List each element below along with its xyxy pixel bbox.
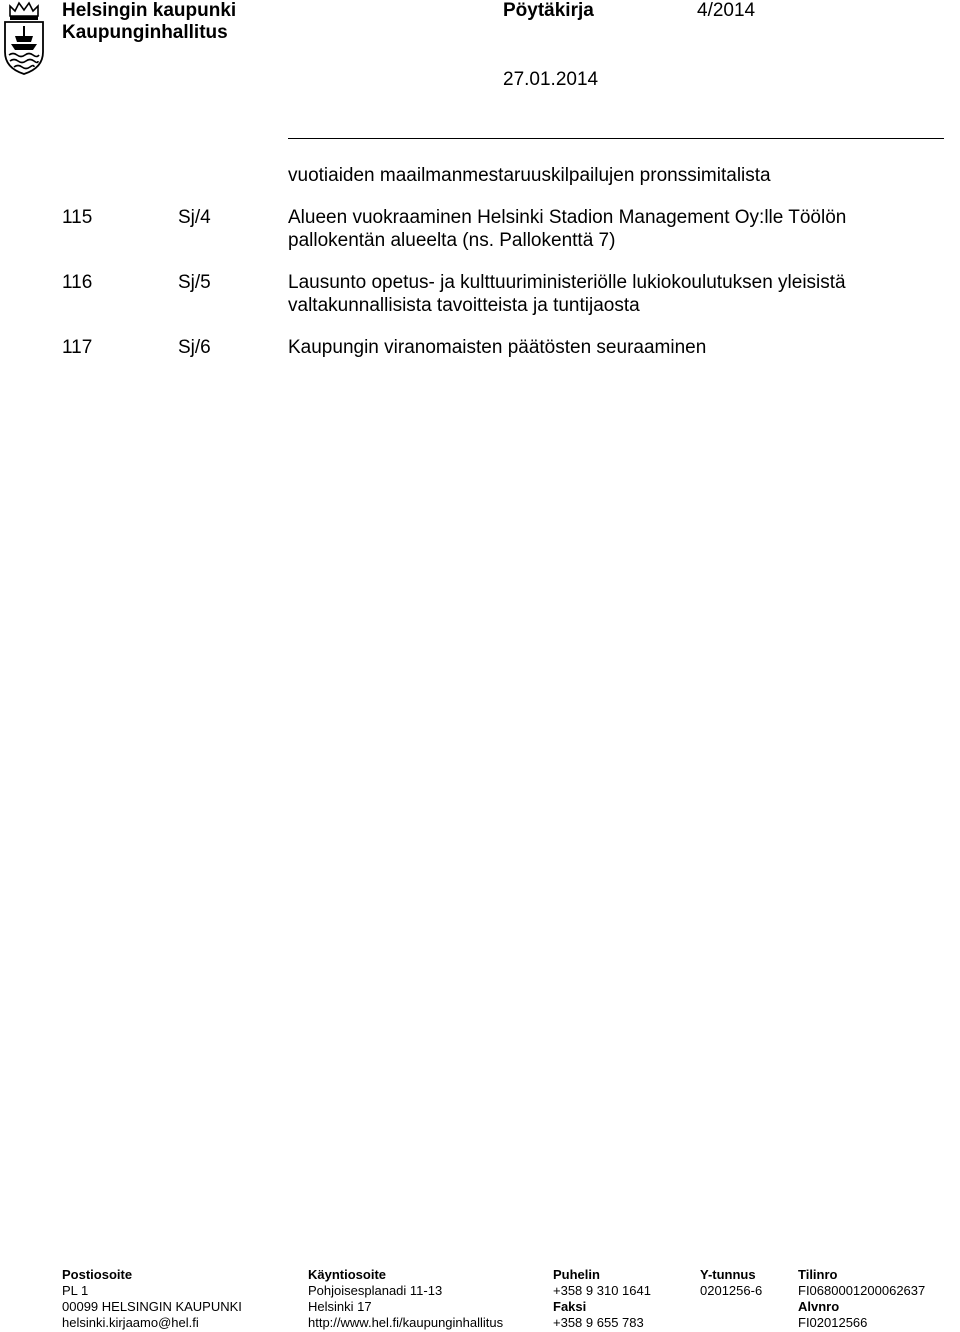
document-date: 27.01.2014: [503, 69, 599, 90]
footer-kayntiosoite-line: Helsinki 17: [308, 1299, 372, 1314]
item-number: 115: [62, 207, 93, 228]
item-number: 117: [62, 337, 93, 358]
document-type: Pöytäkirja: [503, 0, 594, 21]
footer-tilinro-value: FI0680001200062637: [798, 1283, 926, 1298]
footer-ytunnus-label: Y-tunnus: [700, 1267, 756, 1282]
footer-postiosoite-line: PL 1: [62, 1283, 89, 1298]
item-title-line: pallokentän alueelta (ns. Pallokenttä 7): [288, 230, 616, 251]
footer-email: helsinki.kirjaamo@hel.fi: [62, 1315, 199, 1330]
footer-postiosoite-line: 00099 HELSINGIN KAUPUNKI: [62, 1299, 242, 1314]
header-body: Kaupunginhallitus: [62, 22, 228, 43]
document-number: 4/2014: [697, 0, 756, 21]
list-item-continuation: vuotiaiden maailmanmestaruuskilpailujen pronssimitalista: [288, 165, 771, 186]
item-sj: Sj/6: [178, 337, 211, 358]
footer-puhelin-value: +358 9 310 1641: [553, 1283, 651, 1298]
item-title-line: Alueen vuokraaminen Helsinki Stadion Management Oy:lle Töölön: [288, 207, 847, 228]
footer-alvnro-value: FI02012566: [798, 1315, 868, 1330]
item-number: 116: [62, 272, 93, 293]
item-sj: Sj/5: [178, 272, 211, 293]
footer-ytunnus-value: 0201256-6: [700, 1283, 763, 1298]
item-title-line: valtakunnallisista tavoitteista ja tuntijaosta: [288, 295, 640, 316]
footer-puhelin-label: Puhelin: [553, 1267, 600, 1282]
header-divider: [288, 138, 944, 139]
footer-kayntiosoite-label: Käyntiosoite: [308, 1267, 387, 1282]
footer-website: http://www.hel.fi/kaupunginhallitus: [308, 1315, 504, 1330]
header-city: Helsingin kaupunki: [62, 0, 237, 21]
footer-postiosoite-label: Postiosoite: [62, 1267, 133, 1282]
item-sj: Sj/4: [178, 207, 211, 228]
item-title-line: Lausunto opetus- ja kulttuuriministeriölle lukiokoulutuksen yleisistä: [288, 272, 846, 293]
footer-faksi-label: Faksi: [553, 1299, 587, 1314]
helsinki-coat-of-arms-icon: [2, 0, 46, 76]
footer-alvnro-label: Alvnro: [798, 1299, 840, 1314]
footer-kayntiosoite-line: Pohjoisesplanadi 11-13: [308, 1283, 443, 1298]
footer-tilinro-label: Tilinro: [798, 1267, 838, 1282]
footer-faksi-value: +358 9 655 783: [553, 1315, 644, 1330]
item-title-line: Kaupungin viranomaisten päätösten seuraaminen: [288, 337, 707, 358]
